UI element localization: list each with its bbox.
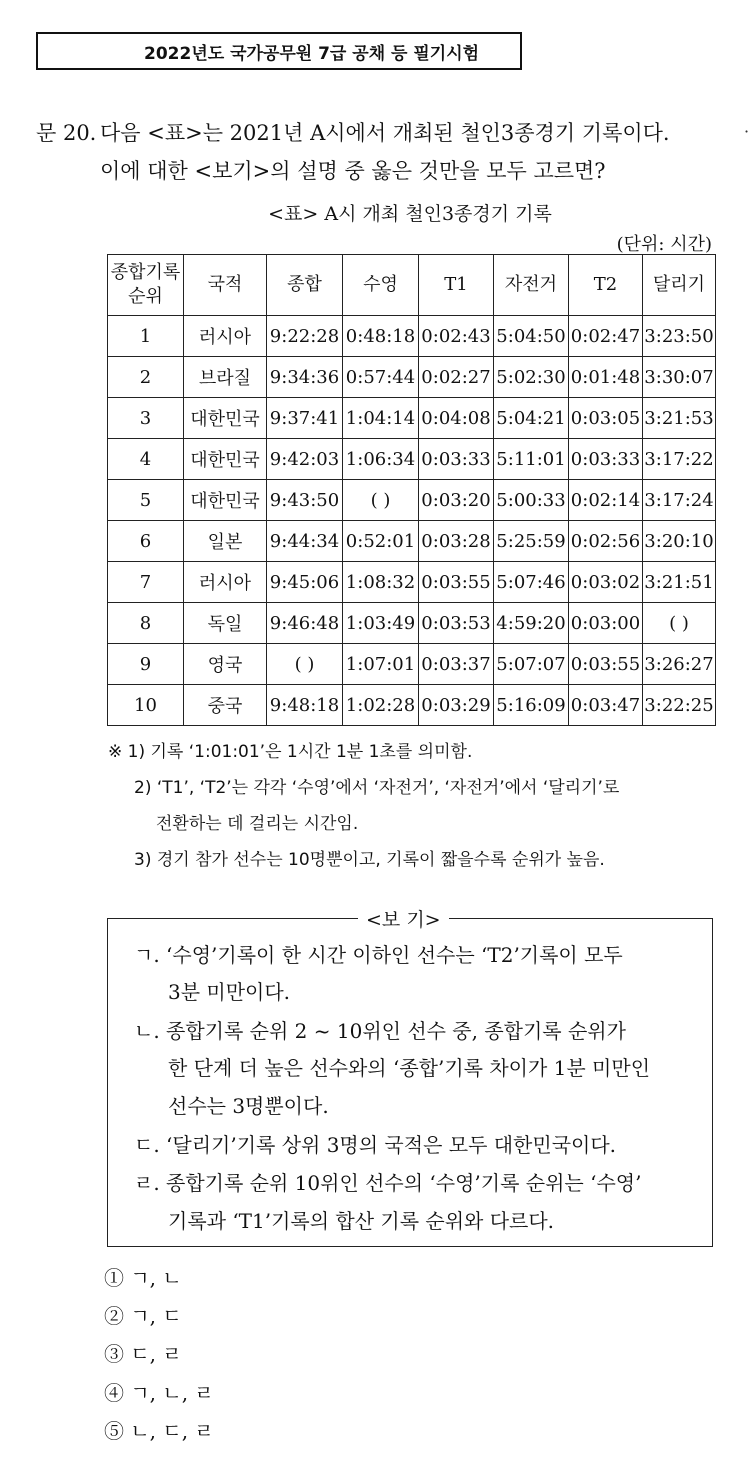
table-cell: 1:07:01: [343, 644, 419, 685]
header-cell: [108, 255, 184, 316]
table-cell: 5:02:30: [494, 357, 569, 398]
table-cell: 브라질: [184, 357, 267, 398]
table-cell: 3:20:10: [643, 521, 716, 562]
table-cell: 0:03:00: [569, 603, 643, 644]
table-cell: 3:21:53: [643, 398, 716, 439]
table-cell: 9:44:34: [267, 521, 343, 562]
table-cell: 중국: [184, 685, 267, 726]
exam-header: [36, 32, 522, 70]
header-cell: 자전거: [494, 255, 569, 316]
bogi-item-nieun-cont-2: 선수는 3명뿐이다.: [168, 1094, 329, 1118]
table-row: [108, 603, 716, 644]
table-cell: 러시아: [184, 316, 267, 357]
table-cell: ( ): [343, 480, 419, 521]
question-text-line-1: 다음 <표>는 2021년 A시에서 개최된 철인3종경기 기록이다.: [100, 121, 670, 145]
triathlon-record-table: [107, 254, 716, 726]
table-cell: 0:48:18: [343, 316, 419, 357]
table-cell: 일본: [184, 521, 267, 562]
header-cell: T1: [419, 255, 494, 316]
table-cell: 9:34:36: [267, 357, 343, 398]
table-cell: 4:59:20: [494, 603, 569, 644]
table-cell: 4: [108, 439, 184, 480]
table-cell: 0:03:37: [419, 644, 494, 685]
table-cell: 대한민국: [184, 439, 267, 480]
footnote-2: 2) ‘T1’, ‘T2’는 각각 ‘수영’에서 ‘자전거’, ‘자전거’에서 ‘달리기’로: [134, 778, 620, 798]
table-cell: 0:01:48: [569, 357, 643, 398]
table-cell: 대한민국: [184, 480, 267, 521]
table-cell: 5:00:33: [494, 480, 569, 521]
table-cell: 5:07:07: [494, 644, 569, 685]
table-cell: 0:03:33: [569, 439, 643, 480]
table-row: [108, 439, 716, 480]
table-cell: 9:46:48: [267, 603, 343, 644]
table-cell: 1:04:14: [343, 398, 419, 439]
table-cell: 9:45:06: [267, 562, 343, 603]
table-cell: 8: [108, 603, 184, 644]
table-cell: 대한민국: [184, 398, 267, 439]
table-cell: 1:02:28: [343, 685, 419, 726]
table-row: [108, 316, 716, 357]
bogi-item-nieun: ㄴ. 종합기록 순위 2 ~ 10위인 선수 중, 종합기록 순위가: [134, 1019, 626, 1043]
table-cell: 5:04:50: [494, 316, 569, 357]
table-cell: 0:03:05: [569, 398, 643, 439]
table-cell: 러시아: [184, 562, 267, 603]
table-cell: 9:43:50: [267, 480, 343, 521]
table-cell: 0:03:28: [419, 521, 494, 562]
choice-2[interactable]: ② ㄱ, ㄷ: [104, 1304, 182, 1328]
table-row: [108, 398, 716, 439]
choice-5[interactable]: ⑤ ㄴ, ㄷ, ㄹ: [104, 1419, 214, 1443]
header-cell-rank: 종합기록 순위: [110, 262, 181, 307]
header-cell: 수영: [343, 255, 419, 316]
table-row: [108, 685, 716, 726]
table-cell: 3:30:07: [643, 357, 716, 398]
table-cell: 0:03:55: [419, 562, 494, 603]
table-cell: 2: [108, 357, 184, 398]
table-body: [108, 316, 716, 726]
table-cell: 독일: [184, 603, 267, 644]
table-unit: (단위: 시간): [616, 234, 712, 255]
table-cell: 5:11:01: [494, 439, 569, 480]
bogi-box: [107, 909, 713, 1247]
bogi-item-nieun-cont-1: 한 단계 더 높은 선수와의 ‘종합’기록 차이가 1분 미만인: [168, 1056, 651, 1080]
table-cell: 3: [108, 398, 184, 439]
bogi-item-rieul: ㄹ. 종합기록 순위 10위인 선수의 ‘수영’기록 순위는 ‘수영’: [134, 1171, 642, 1195]
header-cell: T2: [569, 255, 643, 316]
table-cell: 5:16:09: [494, 685, 569, 726]
table-cell: ( ): [643, 603, 716, 644]
table-cell: 3:22:25: [643, 685, 716, 726]
table-cell: ( ): [267, 644, 343, 685]
table-cell: 9: [108, 644, 184, 685]
bogi-item-giyeok-cont: 3분 미만이다.: [168, 980, 291, 1004]
choice-4[interactable]: ④ ㄱ, ㄴ, ㄹ: [104, 1381, 214, 1405]
choice-1[interactable]: ① ㄱ, ㄴ: [104, 1266, 182, 1290]
table-cell: 3:17:22: [643, 439, 716, 480]
table-cell: 9:22:28: [267, 316, 343, 357]
header-cell: 국적: [184, 255, 267, 316]
table-cell: 0:03:02: [569, 562, 643, 603]
table-header-row: [108, 255, 716, 316]
bogi-item-rieul-cont: 기록과 ‘T1’기록의 합산 기록 순위와 다르다.: [168, 1209, 555, 1233]
footnote-3: 3) 경기 참가 선수는 10명뿐이고, 기록이 짧을수록 순위가 높음.: [134, 850, 605, 870]
table-cell: 0:02:47: [569, 316, 643, 357]
table-cell: 3:23:50: [643, 316, 716, 357]
table-cell: 5: [108, 480, 184, 521]
table-row: [108, 644, 716, 685]
table-cell: 9:42:03: [267, 439, 343, 480]
table-cell: 0:02:27: [419, 357, 494, 398]
question-text-line-2: 이에 대한 <보기>의 설명 중 옳은 것만을 모두 고르면?: [100, 159, 606, 183]
table-cell: 0:03:47: [569, 685, 643, 726]
table-cell: 0:04:08: [419, 398, 494, 439]
question-number: 문 20.: [36, 121, 97, 145]
bogi-title: <보 기>: [358, 905, 449, 932]
table-row: [108, 562, 716, 603]
table-cell: 0:03:20: [419, 480, 494, 521]
table-cell: 3:26:27: [643, 644, 716, 685]
table-title: <표> A시 개최 철인3종경기 기록: [268, 203, 552, 225]
table-cell: 6: [108, 521, 184, 562]
table-cell: 9:48:18: [267, 685, 343, 726]
table-cell: 0:03:53: [419, 603, 494, 644]
table-row: [108, 357, 716, 398]
table-cell: 1:03:49: [343, 603, 419, 644]
table-row: [108, 480, 716, 521]
table-row: [108, 521, 716, 562]
bogi-item-giyeok: ㄱ. ‘수영’기록이 한 시간 이하인 선수는 ‘T2’기록이 모두: [134, 943, 623, 967]
table-cell: 5:07:46: [494, 562, 569, 603]
table-cell: 0:52:01: [343, 521, 419, 562]
header-cell: 달리기: [643, 255, 716, 316]
table-cell: 0:03:29: [419, 685, 494, 726]
table-cell: 7: [108, 562, 184, 603]
exam-header-text: 2022년도 국가공무원 7급 공채 등 필기시험: [144, 43, 480, 64]
bogi-item-digeut: ㄷ. ‘달리기’기록 상위 3명의 국적은 모두 대한민국이다.: [134, 1133, 617, 1157]
table-cell: 0:57:44: [343, 357, 419, 398]
footnote-2-cont: 전환하는 데 걸리는 시간임.: [156, 814, 359, 834]
table-cell: 9:37:41: [267, 398, 343, 439]
table-cell: 0:02:56: [569, 521, 643, 562]
table-cell: 3:21:51: [643, 562, 716, 603]
table-cell: 1:06:34: [343, 439, 419, 480]
table-cell: 1: [108, 316, 184, 357]
margin-mark: ·: [744, 122, 750, 141]
choice-3[interactable]: ③ ㄷ, ㄹ: [104, 1342, 182, 1366]
table-cell: 영국: [184, 644, 267, 685]
table-cell: 10: [108, 685, 184, 726]
table-cell: 0:03:33: [419, 439, 494, 480]
table-cell: 0:03:55: [569, 644, 643, 685]
table-cell: 3:17:24: [643, 480, 716, 521]
table-cell: 5:04:21: [494, 398, 569, 439]
table-cell: 0:02:14: [569, 480, 643, 521]
table-cell: 0:02:43: [419, 316, 494, 357]
table-cell: 1:08:32: [343, 562, 419, 603]
table-cell: 5:25:59: [494, 521, 569, 562]
footnote-1: ※ 1) 기록 ‘1:01:01’은 1시간 1분 1초를 의미함.: [108, 742, 473, 762]
header-cell: 종합: [267, 255, 343, 316]
